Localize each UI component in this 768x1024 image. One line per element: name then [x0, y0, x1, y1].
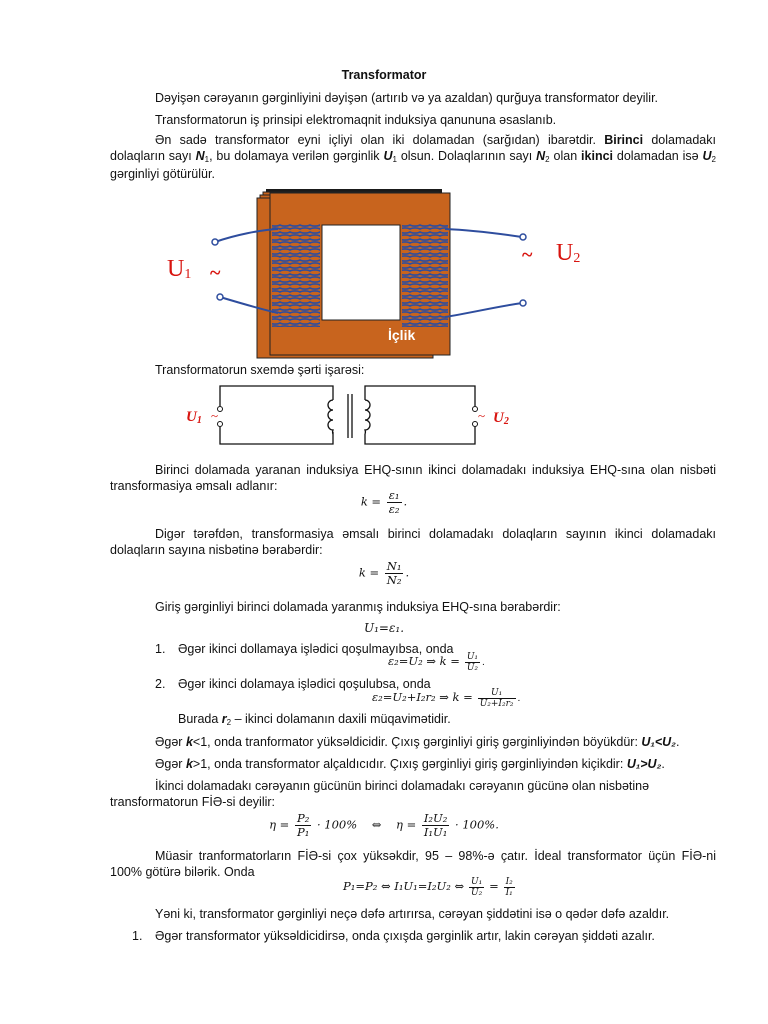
formula-case-2: ε₂=U₂+I₂r₂ ⇒ k = $\frac{\text{U₁}}{\text{U₂+I₂r₂}}$ .: [372, 688, 521, 709]
page-title: Transformator: [341, 68, 427, 82]
list-item-step-up-result: 1. Əgər transformator yüksəldicidirsə, onda çıxışda gərginlik artır, lakin cərəyan şiddəti azalır.: [132, 929, 655, 943]
secondary-coil: [402, 223, 448, 327]
list-item-case-1: 1. Əgər ikinci dollamaya işlədici qoşulmayıbsa, onda: [155, 642, 454, 656]
paragraph-input-voltage: Giriş gərginliyi birinci dolamada yaranmış induksiya EHQ-sına bərabərdir:: [155, 600, 561, 614]
paragraph-conclusion: Yəni ki, transformator gərginliyi neçə dəfə artırırsa, cərəyan şiddətini isə o qədər dəfə azaldır.: [155, 907, 670, 921]
list-item-case-2: 2. Əgər ikinci dolamaya işlədici qoşulubsa, onda: [155, 677, 431, 691]
secondary-wire-top: [445, 229, 522, 237]
secondary-wire-bottom: [445, 303, 522, 317]
schematic-caption: Transformatorun sxemdə şərti işarəsi:: [155, 363, 365, 377]
paragraph-step-down: Əgər k>1, onda transformator alçaldıcıdır. Çıxış gərginliyi giriş gərginliyindən kiçikdir: U₁>U₂.: [155, 757, 665, 771]
schematic-symbol: [205, 380, 495, 460]
formula-case-1: ε₂=U₂ ⇒ k = $\frac{\text{U₁}}{\text{U₂}}$ .: [388, 652, 485, 673]
secondary-winding: [365, 400, 370, 434]
primary-coil: [272, 223, 320, 327]
formula-u1-eps: U₁=ε₁.: [363, 621, 405, 635]
paragraph-step-up: Əgər k<1, onda tranformator yüksəldicidir. Çıxış gərginliyi giriş gərginliyindən böyükdür: U₁<U₂.: [155, 735, 680, 749]
formula-k-n: k = $\frac{\text{N₁}}{\text{N₂}}$ .: [358, 559, 410, 587]
primary-winding: [328, 400, 333, 434]
schematic-tilde-right: ~: [478, 408, 486, 423]
paragraph-turns-ratio: Digər tərəfdən, transformasiya əmsalı birinci dolamadakı dolaqların sayının ikinci dolamadakı dolaqların sayına nisbətinə bərabərdir:: [110, 527, 716, 557]
formula-k-eps: k = $\frac{\text{ε₁}}{\text{ε₂}}$ .: [360, 488, 408, 516]
u1-label: $U_1$: [167, 256, 192, 282]
formula-efficiency: η = $\frac{\text{P₂}}{\text{P₁}}$ · 100% ⇔ η = $\frac{\text{I₂U₂}}{\text{I₁U₁}}$ · 100%.: [269, 811, 499, 839]
schematic-u1-label: $U_1$: [186, 409, 202, 426]
formula-ideal: P₁=P₂ ⇔ I₁U₁=I₂U₂ ⇔ $\frac{\text{U₁}}{\text{U₂}}$ = $\frac{\text{I₂}}{\text{I₁}}$: [343, 877, 513, 898]
schematic-tilde-left: ~: [211, 408, 219, 423]
primary-terminal-bottom: [217, 294, 223, 300]
u2-label: $U_2$: [556, 240, 581, 266]
intro-paragraph-1: Dəyişən cərəyanın gərginliyini dəyişən (artırıb və ya azaldan) qurğuya transformator deyilir.: [155, 91, 659, 105]
core-label: İçlik: [388, 327, 416, 343]
primary-terminal-top: [212, 239, 218, 245]
paragraph-ratio-definition: Birinci dolamada yaranan induksiya EHQ-sının ikinci dolamadakı induksiya EHQ-sına olan nisbəti transformasiya əmsalı adlanır:: [110, 463, 716, 493]
intro-paragraph-2: Transformatorun iş prinsipi elektromaqnit induksiya qanununa əsaslanıb.: [155, 113, 557, 127]
schematic-u2-label: $U_2$: [493, 410, 509, 427]
paragraph-modern-efficiency: Müasir tranformatorların FİƏ-si çox yüksəkdir, 95 – 98%-ə çatır. İdeal transformator üçün FİƏ-ni 100% götürə bilərik. Onda: [110, 849, 716, 879]
secondary-terminal-top: [520, 234, 526, 240]
tilde-right: ~: [522, 244, 533, 266]
note-internal-resistance: Burada $r_2$ – ikinci dolamanın daxili müqavimətidir.: [178, 712, 451, 727]
intro-paragraph-3: Ən sadə transformator eyni içliyi olan iki dolamadan (sarğıdan) ibarətdir. Birinci dolamadakı dolaqların sayı $N_1$, bu dolamaya verilən gərginlik $U_1$ olsun. Dolaqlarının sayı $N_2$ olan ikinci dolamadan isə $U_2$ gərginliyi götürülür.: [110, 133, 716, 181]
tilde-left: ~: [210, 262, 221, 284]
paragraph-efficiency-definition: İkinci dolamadakı cərəyanın gücünün birinci dolamadakı cərəyanın gücünə olan nisbətinə transformatorun FİƏ-si deyilir:: [110, 779, 650, 809]
secondary-terminal-bottom: [520, 300, 526, 306]
